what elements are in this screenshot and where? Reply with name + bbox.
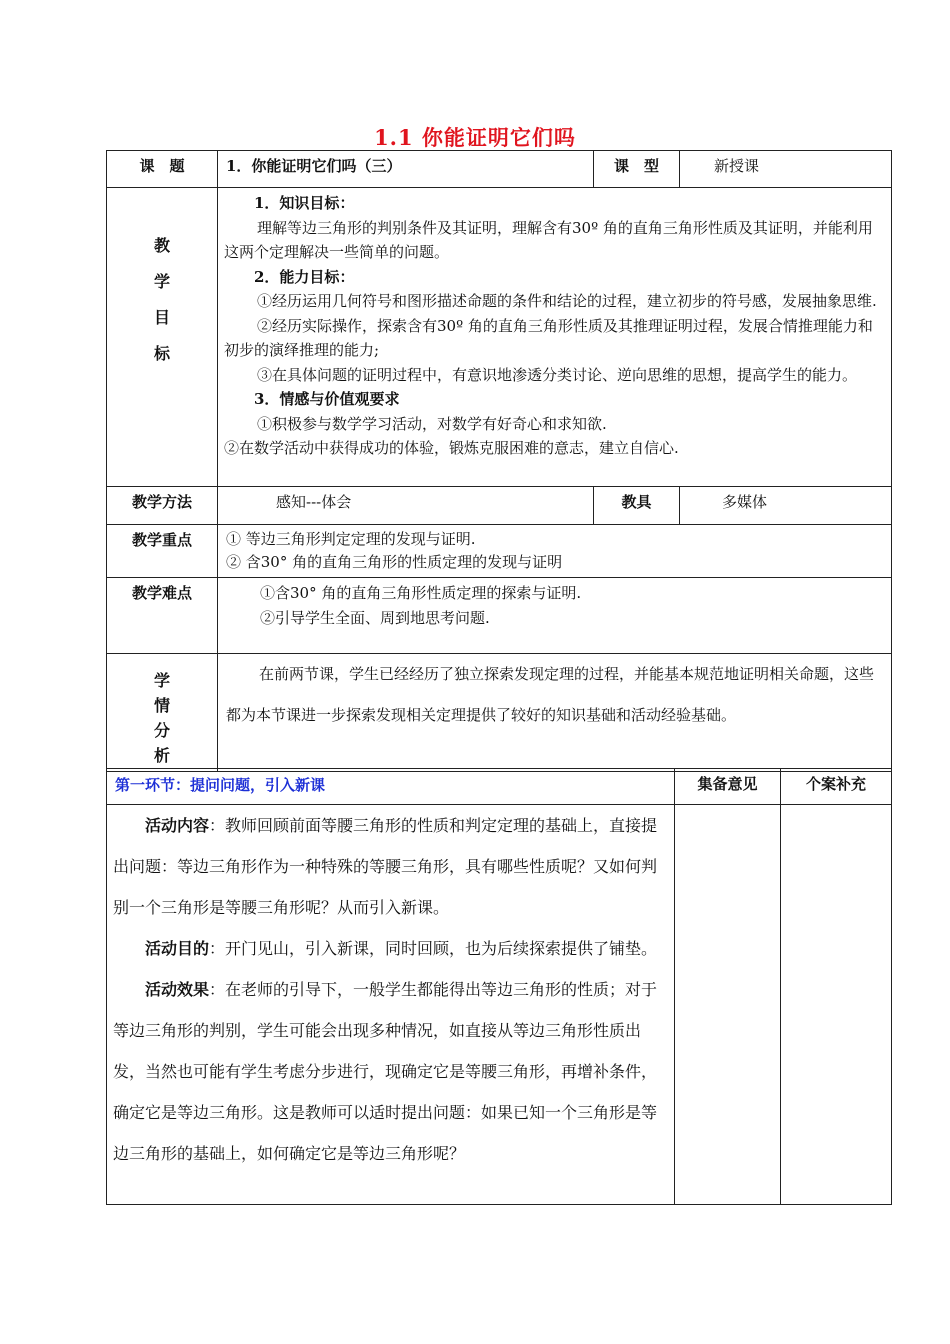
key-point-item: ① 等边三角形判定定理的发现与证明. [226,530,476,548]
difficulties-content [218,578,892,654]
analysis-label [107,654,218,772]
tools-label: 教具 [594,487,680,525]
objective-heading: 3．情感与价值观要求 [254,390,400,408]
objective-text: ③在具体问题的证明过程中，有意识地渗透分类讨论、逆向思维的思想，提高学生的能力。 [257,365,858,384]
objectives-label-char: 标 [153,344,170,363]
objectives-label-char: 学 [153,272,170,291]
type-value: 新授课 [680,151,892,188]
activity-content [107,805,675,1205]
objective-text: ②经历实际操作，探索含有30º 角的直角三角形性质及其推理证明过程，发展合情推理能力和初步的演绎推理的能力; [224,316,873,359]
section-heading: 第一环节：提问问题，引入新课 [107,769,675,805]
objective-text: ②在数学活动中获得成功的体验，锻炼克服困难的意志，建立自信心. [224,439,679,457]
topic-value: 1．你能证明它们吗（三） [218,151,594,188]
tools-value: 多媒体 [680,487,892,525]
activity-effect-text: ：在老师的引导下，一般学生都能得出等边三角形的性质；对于等边三角形的判别，学生可能会出现多种情况，如直接从等边三角形性质出发，当然也可能有学生考虑分步进行，现确定它是等腰三角形，再增补条件，确定它是等边三角形。这是教师可以适时提出问题：如果已知一个三角形是等边三角形的基础上，如何确定它是等边三角形呢？ [113,980,658,1163]
objective-heading: 2．能力目标： [254,267,355,286]
activity-purpose-text: ：开门见山，引入新课，同时回顾，也为后续探索提供了铺垫。 [209,939,658,958]
activity-content-paragraph [113,805,668,928]
objective-heading: 1．知识目标： [254,194,355,212]
key-point-item: ② 含30° 角的直角三角形的性质定理的发现与证明 [226,553,563,571]
difficulty-item: ①含30° 角的直角三角形性质定理的探索与证明. [260,584,582,602]
objective-text: ①经历运用几何符号和图形描述命题的条件和结论的过程，建立初步的符号感，发展抽象思维. [257,292,877,310]
analysis-text: 在前两节课，学生已经经历了独立探索发现定理的过程，并能基本规范地证明相关命题，这些都为本节课进一步探索发现相关定理提供了较好的知识基础和活动经验基础。 [226,665,875,724]
group-notes-header: 集备意见 [675,769,781,805]
activity-content-label: 活动内容 [145,816,210,835]
activity-purpose-label: 活动目的 [145,939,210,958]
analysis-content [218,654,892,772]
difficulty-item: ②引导学生全面、周到地思考问题. [260,609,490,627]
objective-text: ①积极参与数学学习活动，对数学有好奇心和求知欲. [257,414,607,433]
key-points-label: 教学重点 [107,525,218,578]
analysis-label-char: 学 [153,671,170,690]
individual-notes-cell [781,805,892,1205]
activity-purpose-paragraph [113,928,668,969]
objectives-label-char: 教 [153,236,170,255]
lesson-info-table [106,150,892,772]
topic-label: 课 题 [107,151,218,188]
analysis-label-char: 情 [153,696,170,715]
individual-notes-header: 个案补充 [781,769,892,805]
page-title: 1.1 你能证明它们吗 [374,125,576,150]
objectives-label [107,188,218,487]
analysis-label-char: 分 [153,721,170,740]
method-label: 教学方法 [107,487,218,525]
key-points-content [218,525,892,578]
method-value: 感知---体会 [218,487,594,525]
objectives-label-char: 目 [153,308,170,327]
activity-effect-label: 活动效果 [145,980,210,999]
activity-effect-paragraph [113,969,668,1174]
objectives-content [218,188,892,487]
activity-table [106,768,892,1205]
type-label: 课 型 [594,151,680,188]
group-notes-cell [675,805,781,1205]
activity-content-text: ：教师回顾前面等腰三角形的性质和判定定理的基础上，直接提出问题：等边三角形作为一种特殊的等腰三角形，具有哪些性质呢？又如何判别一个三角形是等腰三角形呢？从而引入新课。 [113,816,658,917]
analysis-label-char: 析 [153,746,170,765]
difficulties-label: 教学难点 [107,578,218,654]
objective-text: 理解等边三角形的判别条件及其证明，理解含有30º 角的直角三角形性质及其证明，并能利用这两个定理解决一些简单的问题。 [224,218,873,261]
